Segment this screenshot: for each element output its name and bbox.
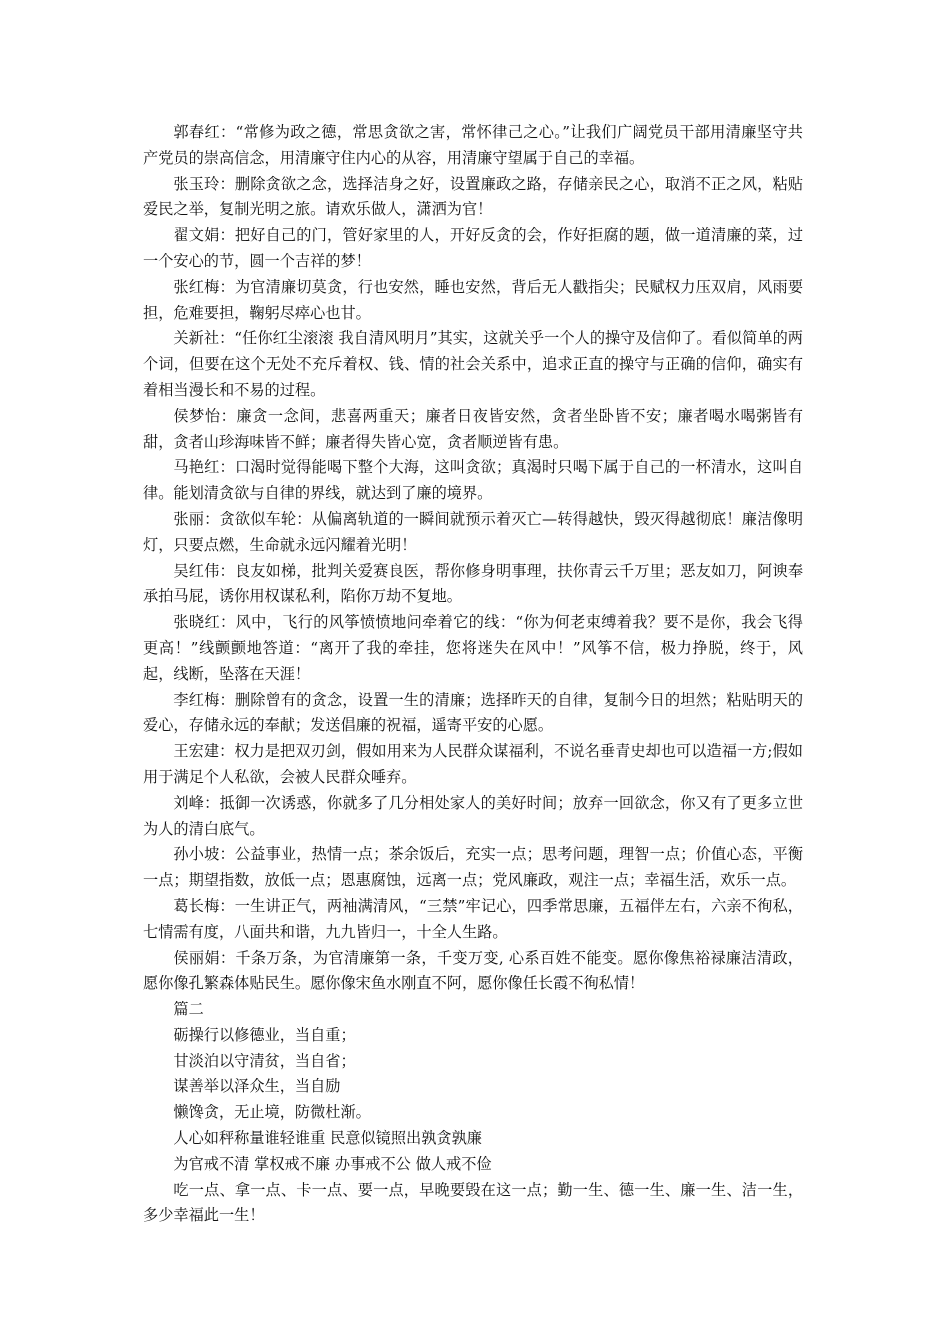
paragraph-wang-hongjian: 王宏建：权力是把双刃剑，假如用来为人民群众谋福利，不说名垂青史却也可以造福一方;假如用于满足个人私欲，会被人民群众唾弃。 (143, 742, 803, 786)
paragraph-liu-feng: 刘峰：抵御一次诱惑，你就多了几分相处家人的美好时间；放弃一回欲念，你又有了更多立世为人的清白底气。 (143, 793, 803, 838)
section-heading: 篇二 (173, 1000, 204, 1019)
paragraph-li-hongmei: 李红梅：删除曾有的贪念，设置一生的清廉；选择昨天的自律，复制今日的坦然；粘贴明天的爱心，存储永远的奉献；发送倡廉的祝福，遥寄平安的心愿。 (143, 690, 803, 735)
paragraph-zhang-li: 张丽：贪欲似车轮：从偏离轨道的一瞬间就预示着灭亡—转得越快，毁灭得越彻底！廉洁像明灯，只要点燃，生命就永远闪耀着光明！ (143, 509, 803, 554)
paragraph-zhang-yuling: 张玉玲：删除贪欲之念，选择洁身之好，设置廉政之路，存储亲民之心，取消不正之风，粘贴爱民之举，复制光明之旅。请欢乐做人，潇洒为官！ (143, 174, 803, 219)
motto-line: 懒馋贪，无止境，防微杜渐。 (173, 1103, 371, 1122)
closing-paragraph: 吃一点、拿一点、卡一点、要一点，早晚要毁在这一点；勤一生、德一生、廉一生、洁一生，多少幸福此一生！ (143, 1180, 803, 1225)
paragraph-zhang-xiaohong: 张晓红：风中，飞行的风筝愤愤地问牵着它的线：“你为何老束缚着我？要不是你，我会飞得更高！”线颤颤地答道：“离开了我的牵挂，您将迷失在风中！”风筝不信，极力挣脱，终于，风起，线断，坠落在天涯！ (143, 613, 803, 683)
paragraph-hou-lijuan: 侯丽娟：千条万条，为官清廉第一条，千变万变, 心系百姓不能变。愿你像焦裕禄廉洁清政，愿你像孔繁森体贴民生。愿你像宋鱼水刚直不阿，愿你像任长霞不徇私情！ (143, 948, 803, 993)
paragraph-ge-changmei: 葛长梅：一生讲正气，两袖满清风，“三禁”牢记心，四季常思廉，五福伴左右，六亲不徇私，七情需有度，八面共和谐，九九皆归一，十全人生路。 (143, 896, 803, 941)
paragraph-wu-hongwei: 吴红伟：良友如梯，批判关爱赛良医，帮你修身明事理，扶你青云千万里；恶友如刀，阿谀奉承拍马屁，诱你用权谋私利，陷你万劫不复地。 (143, 561, 803, 606)
motto-line: 谋善举以泽众生，当自励 (173, 1077, 341, 1096)
motto-line: 为官戒不清 掌权戒不廉 办事戒不公 做人戒不俭 (173, 1154, 492, 1173)
paragraph-sun-xiaopo: 孙小坡：公益事业，热情一点；茶余饭后，充实一点；思考问题，理智一点；价值心态，平衡一点；期望指数，放低一点；恩惠腐蚀，远离一点；党风廉政，观注一点；幸福生活，欢乐一点。 (143, 845, 803, 890)
motto-line: 人心如秤称量谁轻谁重 民意似镜照出孰贪孰廉 (173, 1129, 482, 1148)
paragraph-zhang-hongmei: 张红梅：为官清廉切莫贪，行也安然，睡也安然，背后无人戳指尖；民赋权力压双肩，风雨要担，危难要担，鞠躬尽瘁心也甘。 (143, 277, 803, 322)
paragraph-zhai-wenjuan: 翟文娟：把好自己的门，管好家里的人，开好反贪的会，作好拒腐的题，做一道清廉的菜，过一个安心的节，圆一个吉祥的梦！ (143, 226, 803, 270)
document-page (143, 120, 803, 1229)
paragraph-guan-xinshe: 关新社：“任你红尘滚滚 我自清风明月”其实，这就关乎一个人的操守及信仰了。看似简单的两个词，但要在这个无处不充斥着权、钱、情的社会关系中，追求正直的操守与正确的信仰，确实有着相当漫长和不易的过程。 (143, 329, 803, 399)
motto-line: 砺操行以修德业，当自重； (173, 1025, 356, 1044)
paragraph-guo-chunhong: 郭春红：“常修为政之德，常思贪欲之害，常怀律己之心。”让我们广阔党员干部用清廉坚守共产党员的崇高信念，用清廉守住内心的从容，用清廉守望属于自己的幸福。 (143, 123, 803, 167)
motto-line: 甘淡泊以守清贫，当自省； (173, 1051, 356, 1070)
paragraph-hou-mengyi: 侯梦怡：廉贪一念间，悲喜两重天；廉者日夜皆安然，贪者坐卧皆不安；廉者喝水喝粥皆有甜，贪者山珍海味皆不鲜；廉者得失皆心宽，贪者顺逆皆有患。 (143, 406, 803, 451)
paragraph-ma-yanhong: 马艳红：口渴时觉得能喝下整个大海，这叫贪欲；真渴时只喝下属于自己的一杯清水，这叫自律。能划清贪欲与自律的界线，就达到了廉的境界。 (143, 458, 803, 503)
